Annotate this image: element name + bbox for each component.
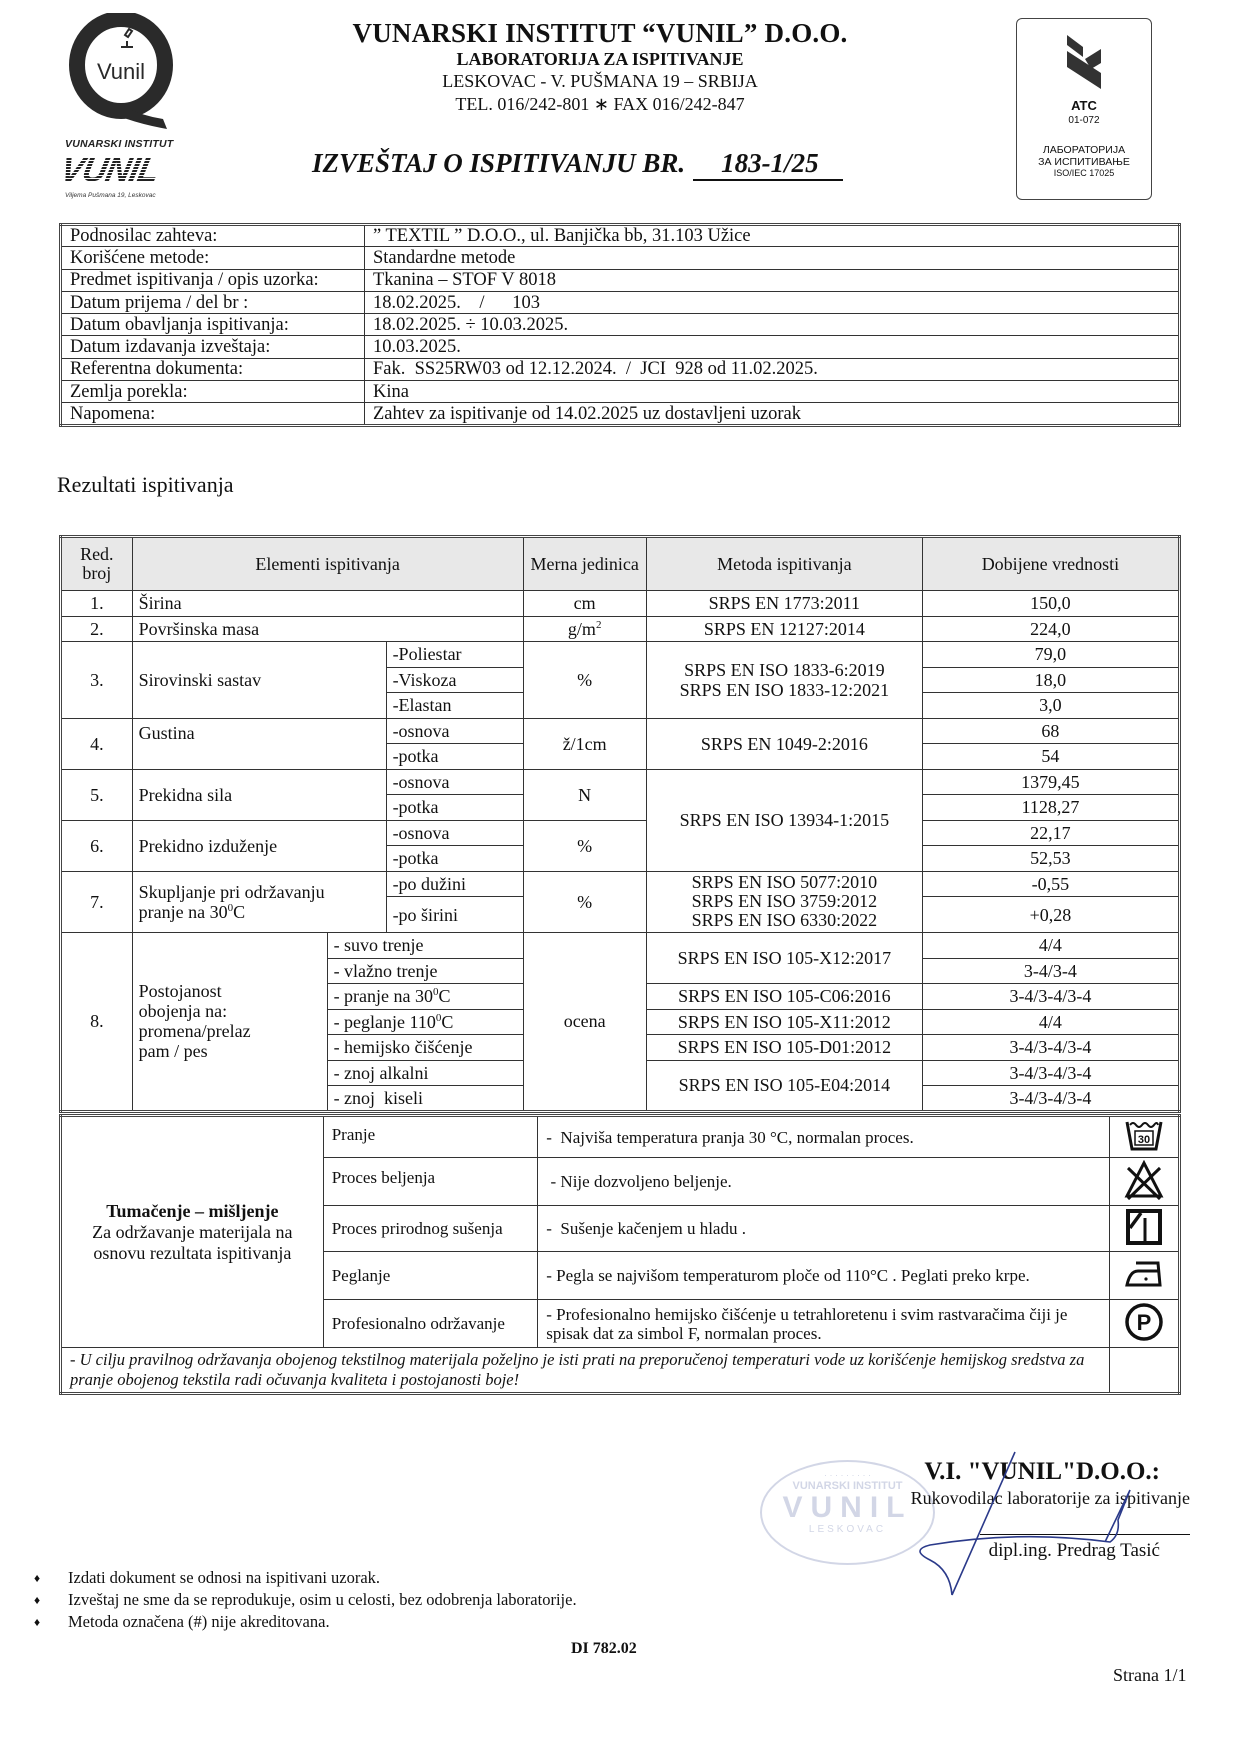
sub-label: -po dužini <box>386 871 523 897</box>
row-no: 2. <box>61 616 133 642</box>
info-row <box>61 225 1180 247</box>
row-value: 4/4 <box>922 1009 1179 1035</box>
degree-sup: 0 <box>433 986 439 999</box>
row-element: Sirovinski sastav <box>132 642 386 719</box>
report-title <box>312 148 843 181</box>
sub-label: -potka <box>386 744 523 770</box>
col-header-method: Metoda ispitivanja <box>646 537 922 591</box>
sub-label <box>327 984 523 1010</box>
info-row <box>61 403 1180 425</box>
interpretation-title: Tumačenje – mišljenje <box>106 1200 279 1221</box>
row-value: 54 <box>922 744 1179 770</box>
info-value: Kina <box>365 381 1180 403</box>
row-value: 22,17 <box>922 820 1179 846</box>
no-bleach-icon <box>1109 1158 1179 1206</box>
row-value: 79,0 <box>922 642 1179 668</box>
report-title-text: IZVEŠTAJ O ISPITIVANJU BR. <box>312 148 686 178</box>
care-text: - Pegla se najvišom temperaturom ploče od 110°C . Peglati preko krpe. <box>538 1252 1110 1300</box>
care-label: Pranje <box>323 1116 538 1158</box>
row-value: 3-4/3-4 <box>922 958 1179 984</box>
signature-company: V.I. "VUNIL"D.O.O.: <box>924 1458 1160 1485</box>
element-line <box>139 902 380 922</box>
row-unit: % <box>523 820 646 871</box>
info-value: 18.02.2025. ÷ 10.03.2025. <box>365 314 1180 336</box>
care-label: Peglanje <box>323 1252 538 1300</box>
unit-sup: 2 <box>595 618 602 631</box>
row-method: SRPS EN ISO 105-D01:2012 <box>646 1035 922 1061</box>
row-unit: % <box>523 642 646 719</box>
element-text: C <box>233 901 246 922</box>
row-value: 3-4/3-4/3-4 <box>922 1035 1179 1061</box>
info-value: 10.03.2025. <box>365 336 1180 358</box>
row-value: +0,28 <box>922 897 1179 933</box>
sub-label: -osnova <box>386 718 523 744</box>
letterhead <box>300 18 900 116</box>
element-line: promena/prelaz <box>138 1021 251 1042</box>
footer-note: ♦ Metoda označena (#) nije akreditovana. <box>34 1611 577 1633</box>
info-label: Podnosilac zahteva: <box>61 225 365 247</box>
row-method: SRPS EN ISO 105-C06:2016 <box>646 984 922 1010</box>
row-value: 150,0 <box>922 591 1179 617</box>
stamp-vunil: VUNIL <box>782 1491 913 1524</box>
care-label: Proces prirodnog sušenja <box>323 1206 538 1252</box>
svg-text:30: 30 <box>1137 1134 1151 1146</box>
info-value: Zahtev za ispitivanje od 14.02.2025 uz dostavljeni uzorak <box>365 403 1180 425</box>
atc-line2: ЗА ИСПИТИВАЊЕ <box>1038 156 1130 168</box>
degree-sup: 0 <box>435 1011 442 1024</box>
info-row <box>61 336 1180 358</box>
info-row <box>61 269 1180 291</box>
info-row <box>61 291 1180 313</box>
info-label: Datum obavljanja ispitivanja: <box>61 314 365 336</box>
row-value: 224,0 <box>922 616 1179 642</box>
info-label: Zemlja porekla: <box>61 381 365 403</box>
sub-label: -Elastan <box>386 693 523 719</box>
document-id: DI 782.02 <box>571 1640 637 1657</box>
row-value: 3-4/3-4/3-4 <box>922 1086 1179 1112</box>
sub-label: -osnova <box>386 769 523 795</box>
row-value: 52,53 <box>922 846 1179 872</box>
element-text: pranje na 30 <box>138 901 228 922</box>
svg-text:Vunil: Vunil <box>96 59 146 84</box>
svg-text:P: P <box>1136 1309 1152 1335</box>
row-element: Prekidno izduženje <box>132 820 386 871</box>
sub-label: - hemijsko čišćenje <box>327 1035 523 1061</box>
stamp-city: LESKOVAC <box>808 1524 887 1535</box>
row-no: 1. <box>61 591 133 617</box>
sub-label: - znoj kiseli <box>327 1086 523 1112</box>
method-line: SRPS EN ISO 6330:2022 <box>691 910 878 931</box>
signatory-name: dipl.ing. Predrag Tasić <box>988 1540 1160 1561</box>
lab-name: LABORATORIJA ZA ISPITIVANJE <box>456 49 744 69</box>
table-row <box>61 642 1180 668</box>
row-no: 5. <box>61 769 133 820</box>
wash-30-icon <box>1109 1116 1179 1158</box>
report-number: 183-1/25 <box>693 148 843 181</box>
table-row <box>61 718 1180 744</box>
stamp-institute: VUNARSKI INSTITUT <box>792 1480 903 1492</box>
company-name: VUNARSKI INSTITUT “VUNIL” D.O.O. <box>352 18 848 48</box>
info-row <box>61 358 1180 380</box>
care-text: - Profesionalno hemijsko čišćenje u tetrahloretenu i svim rastvaračima čiji je spisak dat za simbol F, normalan proces. <box>538 1300 1110 1348</box>
care-note-row <box>61 1348 1180 1394</box>
info-value: Fak. SS25RW03 od 12.12.2024. / JCI 928 od 11.02.2025. <box>365 358 1180 380</box>
care-text: - Sušenje kačenjem u hladu . <box>538 1206 1110 1252</box>
row-method: SRPS EN ISO 105-X11:2012 <box>646 1009 922 1035</box>
table-row <box>61 591 1180 617</box>
row-element <box>132 871 386 933</box>
row-value: 3,0 <box>922 693 1179 719</box>
logo-wordmark: VUNIL <box>57 151 163 189</box>
results-heading: Rezultati ispitivanja <box>57 472 234 497</box>
interpretation-text: Za održavanje materijala na osnovu rezultata ispitivanja <box>92 1221 293 1263</box>
sub-text: C <box>441 1011 454 1032</box>
sub-label: -Poliestar <box>386 642 523 668</box>
table-row <box>61 871 1180 897</box>
row-unit: ocena <box>523 933 646 1112</box>
vunil-logo <box>55 8 185 198</box>
method-line: SRPS EN ISO 3759:2012 <box>691 891 878 912</box>
sub-label: -Viskoza <box>386 667 523 693</box>
q-logo-icon <box>67 13 175 133</box>
row-method: SRPS EN 1049-2:2016 <box>646 718 922 769</box>
footer-note: ♦ Izveštaj ne sme da se reprodukuje, osim u celosti, bez odobrenja laboratorije. <box>34 1589 577 1611</box>
sub-label: - znoj alkalni <box>327 1060 523 1086</box>
info-value: ” TEXTIL ” D.O.O., ul. Banjička bb, 31.103 Užice <box>365 225 1180 247</box>
unit-text: g/m <box>567 618 596 639</box>
care-note: - U cilju pravilnog održavanja obojenog tekstilnog materijala poželjno je isti prati na preporučenoj temperaturi vode uz korišćenje hemijskog sredstva za pranje obojenog tekstila radi očuvanja kvaliteta i postojanosti boje! <box>61 1348 1110 1394</box>
table-row <box>61 933 1180 959</box>
results-header-row <box>61 537 1180 591</box>
method-line: SRPS EN ISO 1833-6:2019 <box>684 659 885 680</box>
row-no: 7. <box>61 871 133 933</box>
sub-text: - peglanje 110 <box>333 1011 436 1032</box>
method-line: SRPS EN ISO 5077:2010 <box>691 872 878 893</box>
sub-text: - pranje na 30 <box>333 986 434 1007</box>
degree-sup: 0 <box>227 901 234 914</box>
table-row <box>61 820 1180 846</box>
sub-text: C <box>438 986 451 1007</box>
row-element: Širina <box>132 591 523 617</box>
row-unit: ž/1cm <box>523 718 646 769</box>
info-label: Predmet ispitivanja / opis uzorka: <box>61 269 365 291</box>
row-unit <box>523 616 646 642</box>
info-label: Datum izdavanja izveštaja: <box>61 336 365 358</box>
col-header-no: Red. broj <box>61 537 133 591</box>
info-label: Referentna dokumenta: <box>61 358 365 380</box>
accreditation-badge <box>1016 18 1152 200</box>
row-method: SRPS EN ISO 105-E04:2014 <box>646 1060 922 1111</box>
footer-notes <box>34 1567 577 1633</box>
col-header-value: Dobijene vrednosti <box>922 537 1179 591</box>
sub-label: - vlažno trenje <box>327 958 523 984</box>
care-label: Profesionalno održavanje <box>323 1300 538 1348</box>
element-line: obojenja na: <box>138 1001 228 1022</box>
atc-code: 01-072 <box>1068 115 1100 126</box>
atc-standard: ISO/IEC 17025 <box>1053 168 1115 178</box>
element-line: Skupljanje pri održavanju <box>138 881 325 902</box>
info-row <box>61 314 1180 336</box>
row-value: 18,0 <box>922 667 1179 693</box>
sub-label: -po širini <box>386 897 523 933</box>
row-no: 4. <box>61 718 133 769</box>
logo-institute-text: VUNARSKI INSTITUT <box>65 138 174 150</box>
sub-label: - suvo trenje <box>327 933 523 959</box>
row-element: Gustina <box>132 718 386 769</box>
row-method <box>646 871 922 933</box>
row-unit: % <box>523 871 646 933</box>
atc-line1: ЛАБОРАТОРИЈА <box>1042 144 1126 156</box>
sub-label <box>327 1009 523 1035</box>
info-value: 18.02.2025. / 103 <box>365 291 1180 313</box>
logo-address: Viljema Pušmana 19, Leskovac <box>65 192 156 199</box>
atc-name: ATC <box>1071 98 1097 113</box>
row-value: 3-4/3-4/3-4 <box>922 1060 1179 1086</box>
table-row <box>61 616 1180 642</box>
info-row <box>61 381 1180 403</box>
row-value: 1379,45 <box>922 769 1179 795</box>
row-value: 3-4/3-4/3-4 <box>922 984 1179 1010</box>
interpretation-cell <box>61 1116 324 1348</box>
row-value: -0,55 <box>922 871 1179 897</box>
info-label: Napomena: <box>61 403 365 425</box>
element-line: Postojanost <box>138 981 222 1002</box>
care-instructions-table <box>59 1114 1181 1395</box>
iron-low-icon <box>1109 1252 1179 1300</box>
row-no: 6. <box>61 820 133 871</box>
info-row <box>61 247 1180 269</box>
element-line: pam / pes <box>138 1041 208 1062</box>
company-address: LESKOVAC - V. PUŠMANA 19 – SRBIJA <box>442 71 758 91</box>
row-unit: cm <box>523 591 646 617</box>
row-method: SRPS EN 12127:2014 <box>646 616 922 642</box>
company-contact: TEL. 016/242-801 ∗ FAX 016/242-847 <box>455 94 745 114</box>
info-value: Tkanina – STOF V 8018 <box>365 269 1180 291</box>
row-element: Površinska masa <box>132 616 523 642</box>
row-element: Prekidna sila <box>132 769 386 820</box>
care-row <box>61 1116 1180 1158</box>
care-text: - Nije dozvoljeno beljenje. <box>538 1158 1110 1206</box>
info-label: Korišćene metode: <box>61 247 365 269</box>
info-label: Datum prijema / del br : <box>61 291 365 313</box>
dry-clean-p-icon <box>1109 1300 1179 1348</box>
results-table <box>59 535 1181 1113</box>
care-label: Proces beljenja <box>323 1158 538 1206</box>
row-value: 1128,27 <box>922 795 1179 821</box>
row-no: 3. <box>61 642 133 719</box>
atc-logo-icon <box>1061 33 1107 91</box>
row-method: SRPS EN 1773:2011 <box>646 591 922 617</box>
row-element <box>132 933 327 1112</box>
stamp-top-text: · · · · · · · · · <box>824 1470 871 1480</box>
footer-note: ♦ Izdati dokument se odnosi na ispitivani uzorak. <box>34 1567 577 1589</box>
row-value: 4/4 <box>922 933 1179 959</box>
line-dry-shade-icon <box>1109 1206 1179 1252</box>
request-info-table <box>59 223 1181 427</box>
care-text: - Najviša temperatura pranja 30 °C, normalan proces. <box>538 1116 1110 1158</box>
row-method <box>646 642 922 719</box>
row-unit: N <box>523 769 646 820</box>
sub-label: -osnova <box>386 820 523 846</box>
row-method: SRPS EN ISO 13934-1:2015 <box>646 769 922 871</box>
row-method: SRPS EN ISO 105-X12:2017 <box>646 933 922 984</box>
signature-role: Rukovodilac laboratorije za ispitivanje <box>910 1488 1190 1508</box>
col-header-element: Elementi ispitivanja <box>132 537 523 591</box>
handwritten-signature-icon <box>900 1450 1140 1600</box>
method-line: SRPS EN ISO 1833-12:2021 <box>679 679 890 700</box>
sub-label: -potka <box>386 795 523 821</box>
col-header-unit: Merna jedinica <box>523 537 646 591</box>
row-no: 8. <box>61 933 133 1112</box>
info-value: Standardne metode <box>365 247 1180 269</box>
row-value: 68 <box>922 718 1179 744</box>
table-row <box>61 769 1180 795</box>
page-number: Strana 1/1 <box>1113 1665 1187 1685</box>
sub-label: -potka <box>386 846 523 872</box>
